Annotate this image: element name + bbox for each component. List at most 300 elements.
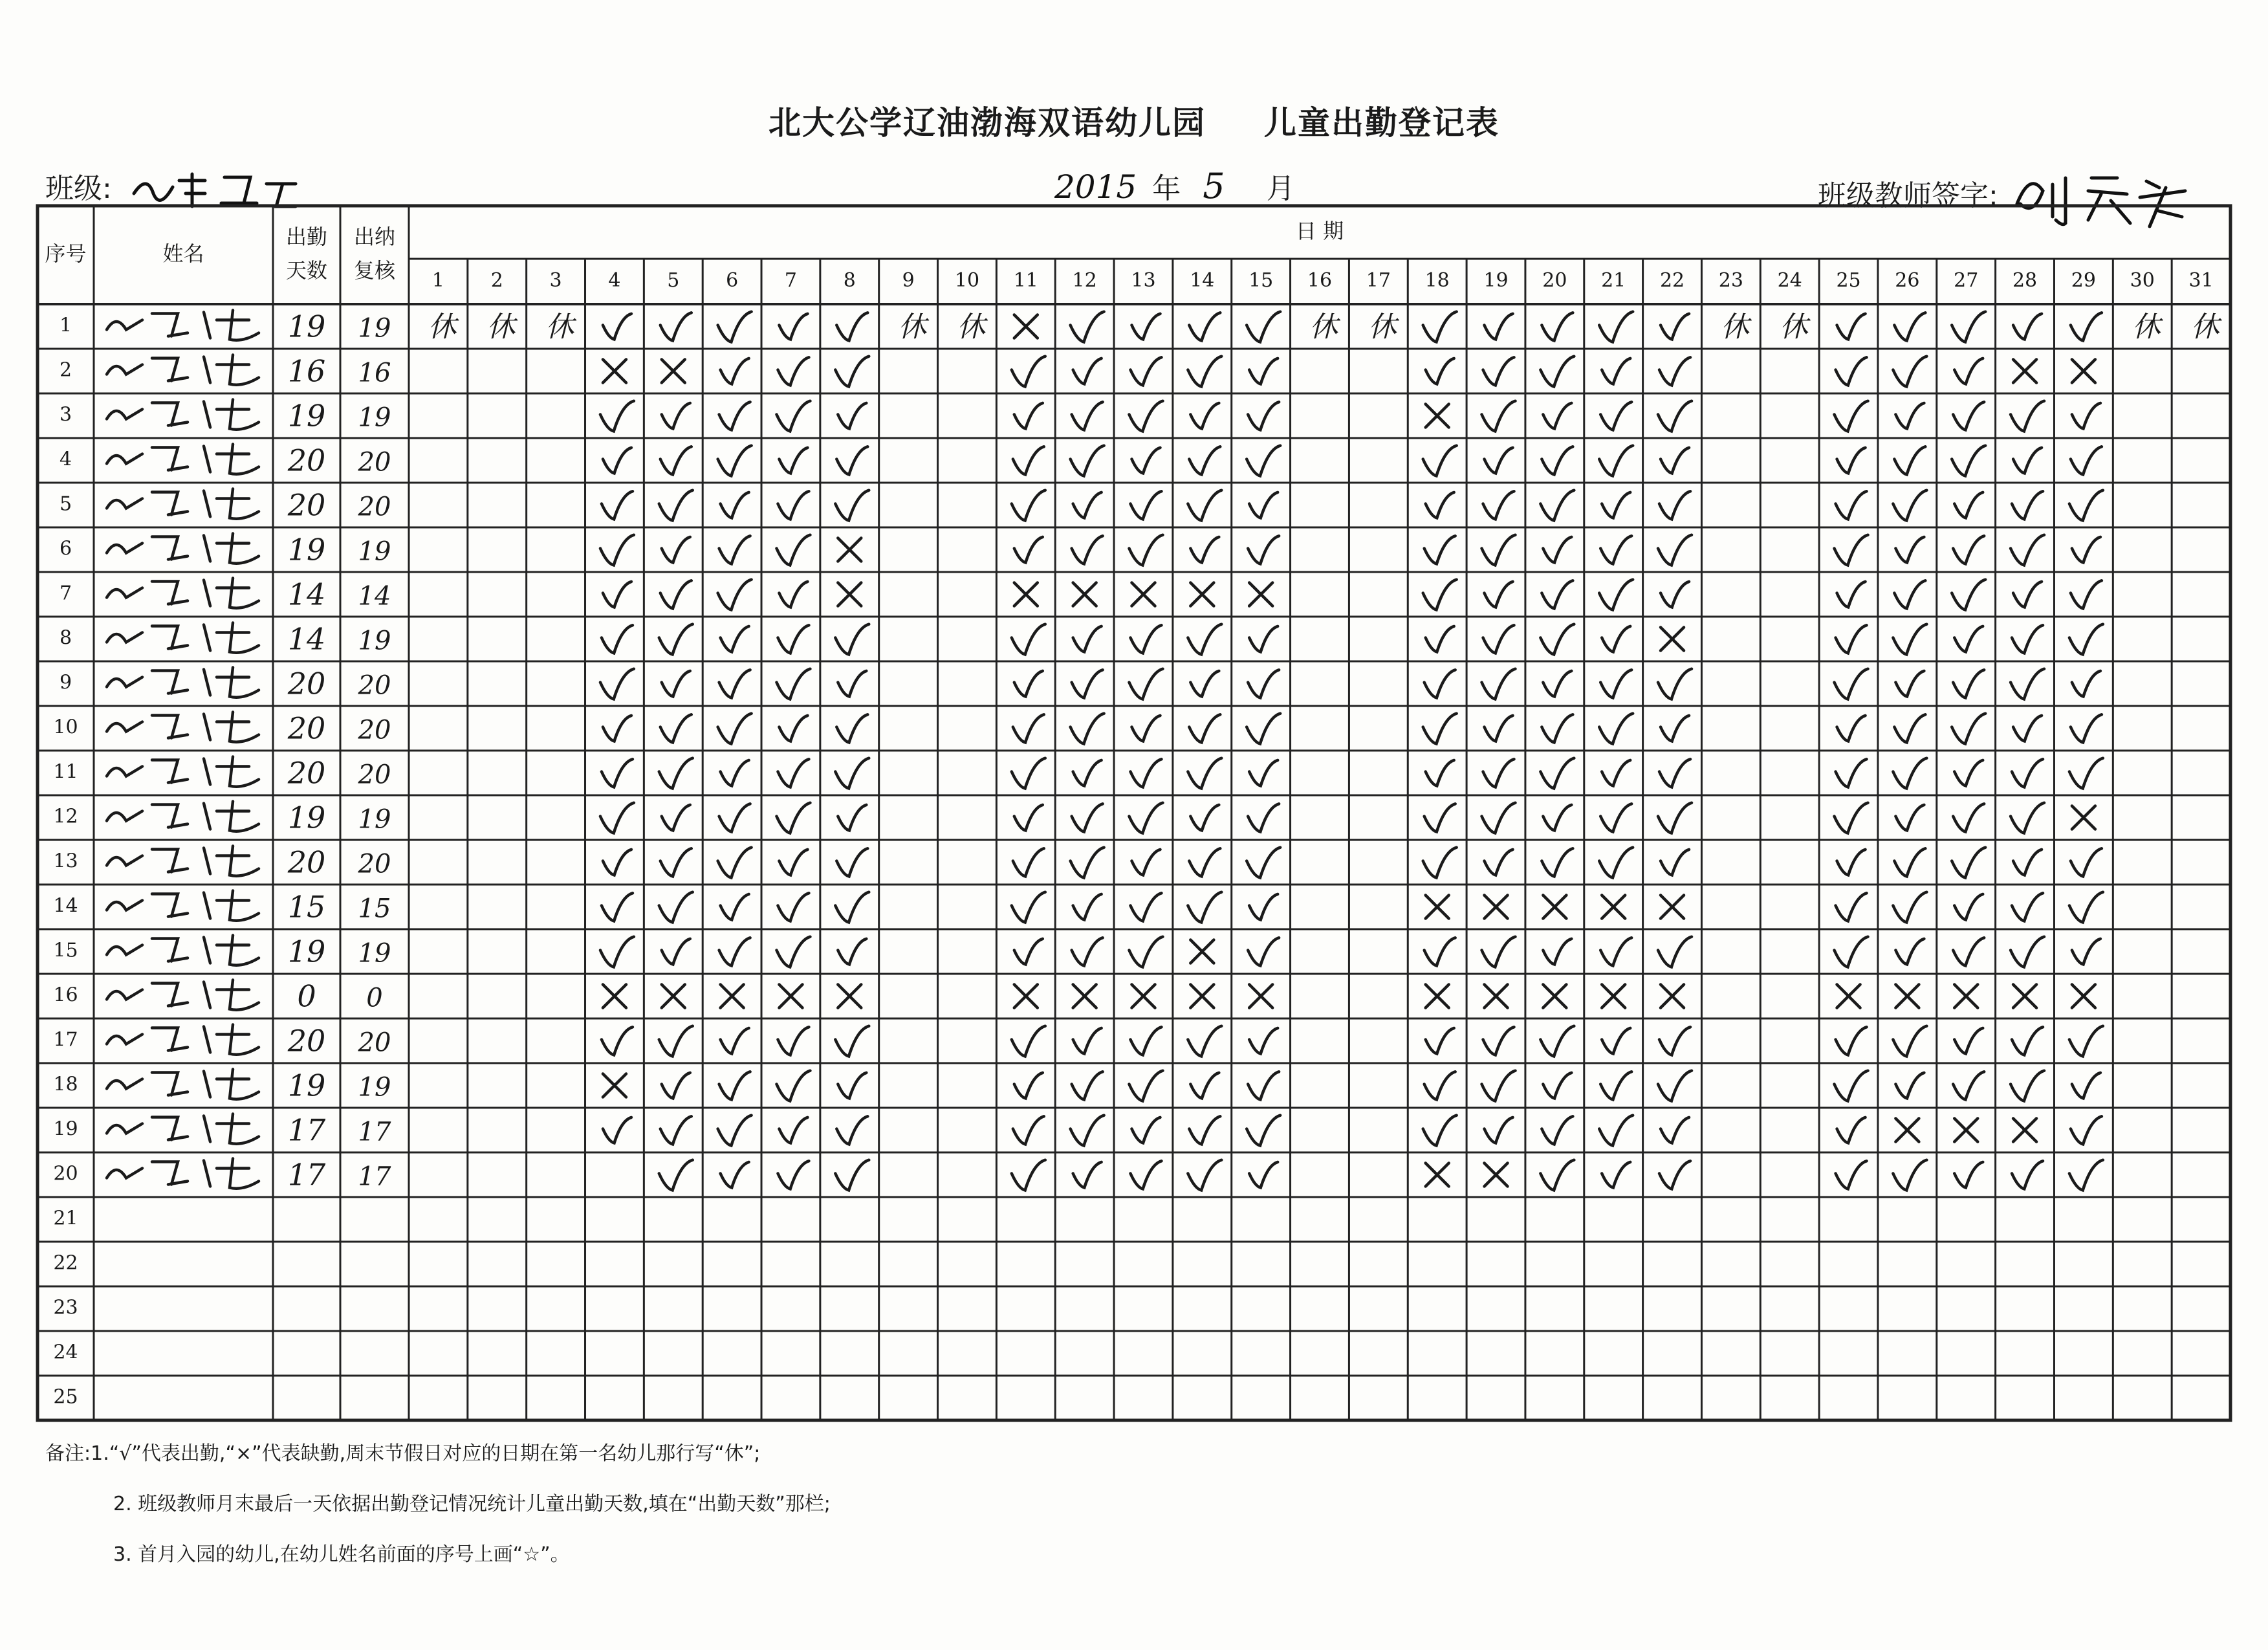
row-seq: 15: [53, 939, 78, 962]
check-mark: [1894, 580, 1925, 608]
check-mark: [1600, 536, 1631, 564]
check-mark: [1600, 938, 1631, 965]
check-mark: [1248, 938, 1279, 965]
check-mark: [1073, 358, 1102, 384]
check-mark: [776, 937, 810, 967]
check-mark: [718, 848, 752, 878]
class-label: 班级:: [45, 172, 112, 205]
day-number: 19: [1483, 269, 1509, 292]
cross-mark: [1661, 628, 1684, 651]
check-mark: [1129, 535, 1162, 566]
check-mark: [1424, 670, 1456, 698]
attendance-days: 0: [297, 978, 316, 1014]
row-seq: 19: [53, 1117, 78, 1141]
check-mark: [1423, 446, 1457, 476]
check-mark: [1249, 1028, 1278, 1054]
header-review-2: 复核: [353, 258, 396, 283]
check-mark: [602, 625, 633, 653]
cross-mark: [1661, 896, 1684, 919]
cross-mark: [1426, 404, 1449, 428]
check-mark: [1130, 893, 1161, 921]
check-mark: [776, 669, 810, 699]
check-mark: [1658, 937, 1692, 967]
check-mark: [1129, 803, 1162, 833]
check-mark: [1013, 714, 1044, 742]
header-seq: 序号: [45, 241, 87, 266]
check-mark: [1485, 582, 1513, 608]
check-mark: [1836, 893, 1867, 921]
cross-mark: [1249, 985, 1272, 1008]
check-mark: [1599, 848, 1633, 878]
check-mark: [1953, 536, 1984, 564]
note-1: 备注:1.“√”代表出勤,“×”代表缺勤,周末节假日对应的日期在第一名幼儿那行写“休”;: [45, 1442, 761, 1465]
day-number: 28: [2012, 269, 2038, 292]
row-seq: 2: [59, 358, 72, 382]
rest-mark: 休: [956, 311, 985, 344]
check-mark: [659, 892, 693, 923]
check-mark: [662, 939, 690, 965]
check-mark: [718, 1116, 752, 1146]
cross-mark: [1073, 583, 1096, 606]
cross-mark: [2013, 360, 2036, 383]
check-mark: [1661, 582, 1689, 608]
check-mark: [836, 446, 867, 474]
check-mark: [1542, 1116, 1573, 1144]
check-mark: [1424, 938, 1456, 965]
check-mark: [1952, 714, 1985, 744]
day-number: 1: [431, 269, 444, 292]
row-seq: 17: [53, 1028, 78, 1051]
check-mark: [660, 446, 692, 474]
check-mark: [718, 312, 752, 342]
check-mark: [1602, 760, 1630, 786]
attendance-days: 15: [287, 889, 326, 925]
cross-mark: [2072, 806, 2095, 830]
check-mark: [1189, 1116, 1220, 1144]
row-seq: 13: [53, 850, 78, 873]
cross-mark: [1602, 896, 1625, 919]
check-mark: [1837, 582, 1866, 608]
handwritten-name: [107, 534, 259, 564]
row-seq: 6: [59, 537, 72, 560]
row-seq: 16: [53, 984, 78, 1007]
check-mark: [1540, 357, 1574, 387]
check-mark: [2071, 1116, 2102, 1144]
day-number: 22: [1659, 269, 1685, 292]
cross-mark: [838, 538, 861, 562]
check-mark: [660, 714, 692, 742]
check-mark: [659, 624, 693, 655]
check-mark: [660, 848, 692, 876]
check-mark: [1247, 312, 1280, 342]
cross-mark: [1014, 985, 1038, 1008]
day-number: 14: [1190, 269, 1215, 292]
check-mark: [1190, 403, 1219, 429]
check-mark: [721, 492, 749, 518]
check-mark: [603, 850, 631, 875]
check-mark: [1131, 448, 1160, 474]
check-mark: [1423, 1116, 1457, 1146]
cross-mark: [2072, 985, 2095, 1008]
handwritten-name: [107, 578, 259, 608]
check-mark: [1836, 491, 1867, 519]
rest-mark: 休: [1720, 311, 1749, 344]
check-mark: [1543, 403, 1571, 429]
check-mark: [1072, 536, 1103, 564]
check-mark: [1130, 491, 1161, 519]
review-days: 20: [358, 849, 391, 879]
check-mark: [1072, 402, 1103, 430]
check-mark: [778, 491, 809, 519]
handwritten-name: [107, 891, 259, 921]
check-mark: [1893, 357, 1926, 387]
day-number: 3: [549, 269, 562, 292]
check-mark: [2072, 403, 2100, 429]
check-mark: [2012, 625, 2043, 653]
check-mark: [1188, 1026, 1221, 1057]
check-mark: [1072, 804, 1103, 831]
day-number: 6: [726, 269, 739, 292]
notes: [45, 1429, 831, 1580]
rest-mark: 休: [2190, 311, 2219, 344]
check-mark: [1012, 758, 1045, 789]
check-mark: [1602, 1028, 1630, 1054]
check-mark: [603, 582, 631, 608]
attendance-days: 17: [287, 1157, 326, 1193]
check-mark: [836, 714, 867, 742]
header-review-1: 出纳: [353, 225, 396, 249]
check-mark: [1895, 403, 1924, 429]
check-mark: [1953, 670, 1984, 698]
check-mark: [1247, 446, 1280, 476]
school-name: 北大公学辽油渤海双语幼儿园: [769, 104, 1206, 142]
check-mark: [1602, 1162, 1630, 1188]
day-number: 2: [490, 269, 503, 292]
check-mark: [2071, 848, 2102, 876]
cross-mark: [662, 985, 685, 1008]
review-days: 19: [358, 313, 391, 344]
handwritten-name: [107, 668, 259, 698]
check-mark: [779, 314, 807, 340]
check-mark: [1661, 314, 1689, 340]
check-mark: [838, 939, 866, 965]
check-mark: [1424, 1072, 1456, 1099]
check-mark: [600, 803, 634, 833]
check-mark: [1599, 446, 1633, 476]
cross-mark: [603, 360, 626, 383]
check-mark: [1014, 805, 1043, 831]
check-mark: [659, 1026, 693, 1057]
check-mark: [1189, 714, 1220, 742]
check-mark: [778, 357, 809, 385]
check-mark: [1835, 1071, 1868, 1101]
check-mark: [662, 671, 690, 697]
handwritten-name: [107, 623, 259, 653]
check-mark: [2069, 624, 2103, 655]
check-mark: [1426, 760, 1454, 786]
check-mark: [719, 402, 750, 430]
check-mark: [1188, 357, 1221, 387]
check-mark: [1190, 1073, 1219, 1099]
row-seq: 23: [53, 1296, 78, 1319]
check-mark: [719, 536, 750, 564]
check-mark: [1542, 580, 1573, 608]
check-mark: [721, 626, 749, 652]
check-mark: [1129, 937, 1162, 967]
check-mark: [1247, 714, 1280, 744]
check-mark: [1894, 714, 1925, 742]
check-mark: [1954, 1028, 1983, 1054]
check-mark: [1129, 1071, 1162, 1101]
row-seq: 21: [53, 1207, 78, 1230]
check-mark: [603, 1117, 631, 1143]
check-mark: [1540, 758, 1574, 789]
check-mark: [1600, 402, 1631, 430]
check-mark: [1482, 401, 1516, 432]
check-mark: [600, 669, 634, 699]
check-mark: [1540, 624, 1574, 655]
attendance-days: 19: [287, 532, 326, 567]
cross-mark: [1190, 940, 1214, 963]
day-number: 12: [1072, 269, 1097, 292]
check-mark: [2012, 491, 2043, 519]
check-mark: [1952, 446, 1985, 476]
check-mark: [1659, 491, 1690, 519]
check-mark: [835, 758, 869, 789]
check-mark: [1073, 492, 1102, 518]
handwritten-name: [107, 980, 259, 1010]
check-mark: [2011, 937, 2044, 967]
check-mark: [1895, 671, 1924, 697]
check-mark: [1485, 448, 1513, 474]
check-mark: [1482, 803, 1516, 833]
review-days: 19: [358, 804, 391, 835]
check-mark: [1426, 358, 1454, 384]
day-number: 26: [1895, 269, 1920, 292]
check-mark: [1012, 624, 1045, 655]
check-mark: [1482, 937, 1516, 967]
rest-mark: 休: [1779, 311, 1808, 344]
cross-mark: [1954, 1119, 1978, 1142]
handwritten-name: [107, 311, 259, 340]
form-name: 儿童出勤登记表: [1264, 104, 1499, 142]
cross-mark: [1602, 985, 1625, 1008]
row-seq: 14: [53, 894, 78, 918]
check-mark: [1836, 357, 1867, 385]
check-mark: [1482, 669, 1516, 699]
check-mark: [776, 1071, 810, 1101]
check-mark: [2069, 1160, 2103, 1191]
header-days-1: 出勤: [285, 225, 328, 249]
check-mark: [1661, 716, 1689, 742]
cross-mark: [721, 985, 744, 1008]
check-mark: [1012, 1026, 1045, 1057]
check-mark: [2069, 892, 2103, 923]
handwritten-name: [107, 757, 259, 787]
check-mark: [1071, 714, 1104, 744]
check-mark: [835, 357, 869, 387]
cross-mark: [1426, 1163, 1449, 1187]
check-mark: [1658, 401, 1692, 432]
check-mark: [2011, 401, 2044, 432]
check-mark: [1423, 312, 1457, 342]
check-mark: [778, 1161, 809, 1189]
row-seq: 3: [59, 403, 72, 426]
check-mark: [2013, 582, 2042, 608]
check-mark: [1893, 1160, 1926, 1191]
cross-mark: [1485, 896, 1508, 919]
check-mark: [1248, 402, 1279, 430]
check-mark: [1190, 805, 1219, 831]
check-mark: [1543, 1073, 1571, 1099]
check-mark: [662, 805, 690, 831]
check-mark: [2069, 1026, 2103, 1057]
check-mark: [835, 1026, 869, 1057]
check-mark: [1836, 759, 1867, 787]
check-mark: [721, 760, 749, 786]
cross-mark: [603, 985, 626, 1008]
check-mark: [1954, 760, 1983, 786]
check-mark: [718, 714, 752, 744]
check-mark: [1483, 491, 1514, 519]
row-seq: 4: [59, 448, 72, 471]
check-mark: [1954, 626, 1983, 652]
day-number: 5: [667, 269, 680, 292]
check-mark: [1483, 357, 1514, 385]
check-mark: [660, 313, 692, 340]
attendance-days: 20: [287, 666, 326, 701]
check-mark: [600, 937, 634, 967]
check-mark: [1249, 626, 1278, 652]
check-mark: [1659, 759, 1690, 787]
month-value: 5: [1203, 166, 1225, 206]
note-2: 2. 班级教师月末最后一天依据出勤登记情况统计儿童出勤天数,填在“出勤天数”那栏;: [113, 1493, 831, 1515]
check-mark: [1249, 760, 1278, 786]
day-number: 15: [1248, 269, 1274, 292]
check-mark: [1895, 805, 1924, 831]
attendance-days: 20: [287, 1023, 326, 1059]
check-mark: [1249, 1162, 1278, 1188]
check-mark: [2071, 714, 2102, 742]
header-name: 姓名: [162, 241, 204, 266]
attendance-days: 14: [287, 577, 326, 612]
header-days-2: 天数: [285, 258, 328, 283]
check-mark: [1600, 1072, 1631, 1099]
check-mark: [836, 313, 867, 340]
review-days: 19: [358, 938, 391, 969]
check-mark: [1013, 1116, 1044, 1144]
check-mark: [1602, 358, 1630, 384]
cross-mark: [1661, 985, 1684, 1008]
row-seq: 1: [59, 314, 72, 337]
day-number: 10: [954, 269, 980, 292]
cross-mark: [1426, 985, 1449, 1008]
check-mark: [1661, 850, 1689, 875]
check-mark: [1893, 758, 1926, 789]
check-mark: [1188, 892, 1221, 923]
cross-mark: [603, 1074, 626, 1097]
month-unit: 月: [1266, 172, 1295, 205]
check-mark: [2012, 1027, 2043, 1055]
check-mark: [1895, 939, 1924, 965]
check-mark: [2011, 669, 2044, 699]
check-mark: [1837, 1117, 1866, 1143]
review-days: 17: [358, 1161, 391, 1192]
check-mark: [659, 1160, 693, 1191]
check-mark: [1248, 670, 1279, 698]
check-mark: [1542, 714, 1573, 742]
check-mark: [2072, 537, 2100, 563]
day-number: 16: [1307, 269, 1333, 292]
check-mark: [2012, 893, 2043, 921]
check-mark: [1071, 312, 1104, 342]
check-mark: [836, 848, 867, 876]
attendance-days: 20: [287, 755, 326, 791]
check-mark: [1893, 892, 1926, 923]
check-mark: [1542, 313, 1573, 340]
day-number: 24: [1777, 269, 1802, 292]
check-mark: [1012, 892, 1045, 923]
check-mark: [1189, 848, 1220, 876]
row-seq: 7: [59, 582, 72, 605]
cross-mark: [1954, 985, 1978, 1008]
check-mark: [1072, 938, 1103, 965]
check-mark: [1188, 490, 1221, 521]
rest-mark: 休: [545, 311, 574, 344]
handwritten-name: [107, 1070, 259, 1099]
check-mark: [1485, 850, 1513, 875]
attendance-days: 19: [287, 934, 326, 969]
day-number: 30: [2130, 269, 2155, 292]
check-mark: [1836, 1027, 1867, 1055]
row-seq: 18: [53, 1073, 78, 1096]
day-number: 31: [2188, 269, 2214, 292]
check-mark: [1131, 314, 1160, 340]
check-mark: [1130, 625, 1161, 653]
handwritten-name: [107, 1159, 259, 1189]
check-mark: [2013, 850, 2042, 875]
check-mark: [835, 490, 869, 521]
day-number: 7: [784, 269, 797, 292]
check-mark: [1482, 535, 1516, 566]
check-mark: [2012, 759, 2043, 787]
check-mark: [1602, 626, 1630, 652]
check-mark: [662, 537, 690, 563]
check-mark: [1483, 625, 1514, 653]
attendance-days: 20: [287, 844, 326, 880]
check-mark: [1661, 448, 1689, 474]
day-number: 23: [1718, 269, 1743, 292]
check-mark: [1599, 312, 1633, 342]
check-mark: [1602, 492, 1630, 518]
check-mark: [1485, 314, 1513, 340]
check-mark: [660, 1116, 692, 1144]
cross-mark: [1014, 583, 1038, 606]
check-mark: [721, 894, 749, 920]
check-mark: [1248, 804, 1279, 831]
check-mark: [1836, 1161, 1867, 1189]
check-mark: [1599, 580, 1633, 610]
check-mark: [1073, 1162, 1102, 1188]
handwritten-name: [107, 1025, 259, 1055]
check-mark: [1599, 1116, 1633, 1146]
check-mark: [1013, 848, 1044, 876]
cross-mark: [1485, 985, 1508, 1008]
check-mark: [836, 1116, 867, 1144]
check-mark: [1835, 669, 1868, 699]
check-mark: [719, 1072, 750, 1099]
review-days: 20: [358, 760, 391, 790]
